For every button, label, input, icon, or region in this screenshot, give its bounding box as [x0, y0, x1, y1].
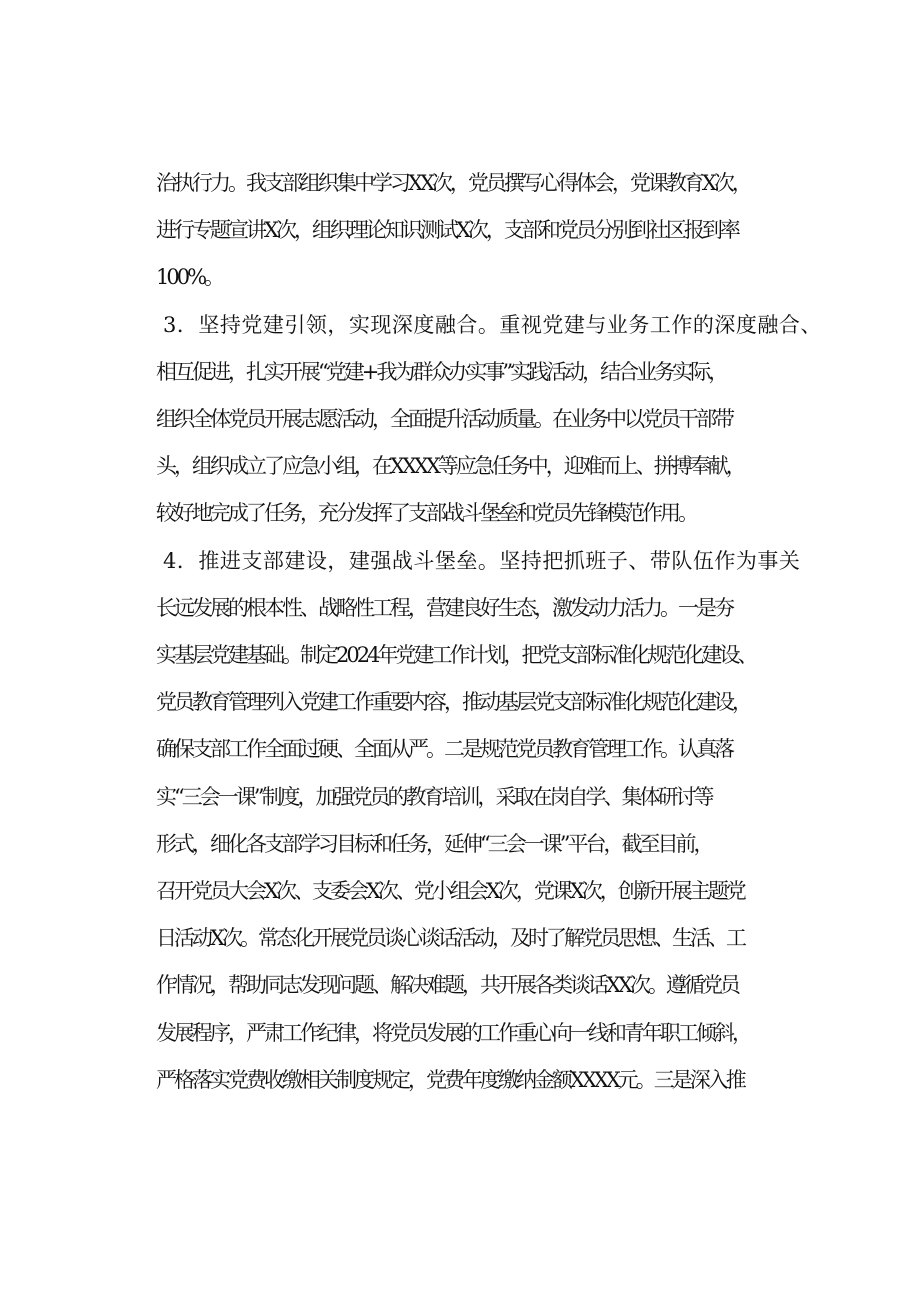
- text-line: 头，组织成立了应急小组，在XXXX等应急任务中，迎难而上、拼搏奉献，: [156, 454, 744, 479]
- text-line: 进行专题宣讲X次，组织理论知识测试X次，支部和党员分别到社区报到率: [156, 218, 738, 243]
- text-line: 治执行力。我支部组织集中学习XX次，党员撰写心得体会，党课教育X次，: [156, 171, 750, 195]
- paragraph-1: [156, 160, 823, 302]
- text-line: 党员教育管理列入党建工作重要内容，推动基层党支部标准化规范化建设，: [156, 690, 750, 715]
- text-line: 严格落实党费收缴相关制度规定，党费年度缴纳金额XXXX元。三是深入推: [156, 1067, 744, 1092]
- text-line: 3．坚持党建引领，实现深度融合。重视党建与业务工作的深度融合、: [163, 312, 822, 337]
- text-line: 相互促进，扎实开展“党建+我为群众办实事”实践活动，结合业务实际，: [156, 359, 727, 384]
- text-line: 实基层党建基础。制定2024年党建工作计划，把党支部标准化规范化建设、: [156, 643, 756, 668]
- text-line: 组织全体党员开展志愿活动，全面提升活动质量。在业务中以党员干部带: [156, 407, 732, 432]
- text-line: 较好地完成了任务，充分发挥了支部战斗堡垒和党员先锋模范作用。: [156, 501, 696, 526]
- text-line: 召开党员大会X次、支委会X次、党小组会X次，党课X次，创新开展主题党: [156, 879, 744, 904]
- text-line: 4．推进支部建设，建强战斗堡垒。坚持把抓班子、带队伍作为事关: [163, 548, 801, 573]
- text-line: 确保支部工作全面过硬、全面从严。二是规范党员教育管理工作。认真落: [156, 737, 732, 762]
- text-line: 形式，细化各支部学习目标和任务，延伸“三会一课”平台，截至目前，: [156, 831, 712, 856]
- document-body: [156, 160, 823, 1104]
- paragraph-3: [156, 538, 823, 1104]
- text-line: 发展程序，严肃工作纪律，将党员发展的工作重心向一线和青年职工倾斜，: [156, 1020, 750, 1045]
- text-line: 长远发展的根本性、战略性工程，营建良好生态，激发动力活力。一是夯: [156, 595, 732, 620]
- text-line: 100%。: [156, 265, 223, 290]
- text-line: 日活动X次。常态化开展党员谈心谈话活动，及时了解党员思想、生活、工: [156, 926, 744, 951]
- paragraph-2: [156, 302, 823, 538]
- text-line: 实“三会一课”制度，加强党员的教育培训，采取在岗自学、集体研讨等: [156, 784, 712, 809]
- text-line: 作情况，帮助同志发现问题、解决难题，共开展各类谈话XX次。遵循党员: [156, 973, 738, 998]
